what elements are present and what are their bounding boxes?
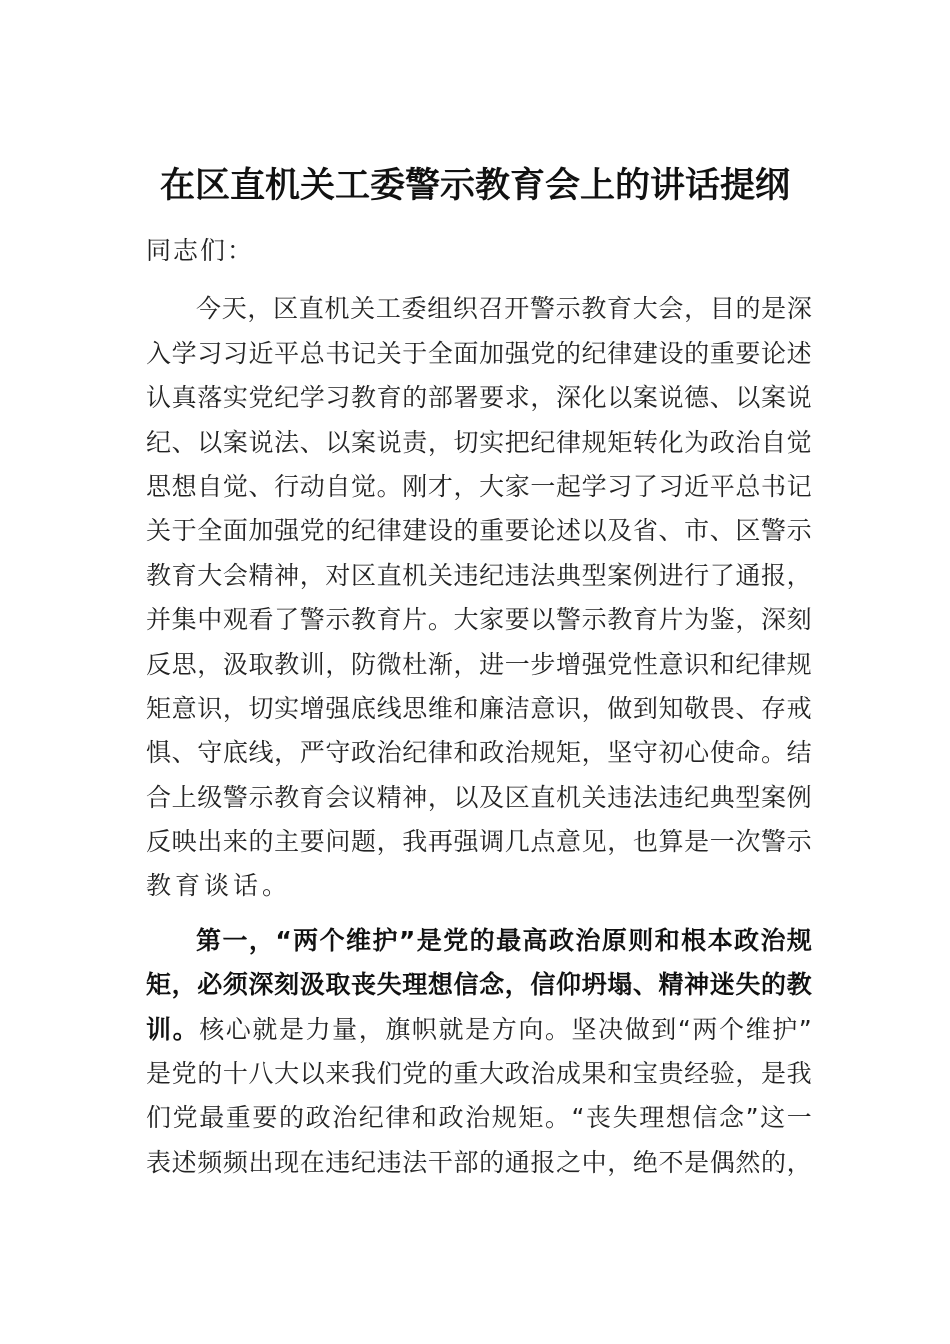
salutation: 同志们： bbox=[146, 236, 255, 265]
text-line: 表 述 频 频 出 现 在 违 纪 违 法 干 部 的 通 报 之 中 ， 绝 不 是 偶 然 的 ， bbox=[146, 1147, 812, 1177]
text-line: 合 上 级 警 示 教 育 会 议 精 神 ， 以 及 区 直 机 关 违 法 违 纪 典 型 案 例 bbox=[146, 782, 812, 812]
text-line: 关 于 全 面 加 强 党 的 纪 律 建 设 的 重 要 论 述 以 及 省 、 市 、 区 警 示 bbox=[146, 516, 812, 546]
text-line: 认 真 落 实 党 纪 学 习 教 育 的 部 署 要 求 ， 深 化 以 案 说 德 、 以 案 说 bbox=[146, 383, 812, 413]
mixed-line: 训 。 核 心 就 是 力 量 ， 旗 帜 就 是 方 向 。 坚 决 做 到 “ 两 个 维 护 ” bbox=[146, 1014, 812, 1044]
text-line: 纪 、 以 案 说 法 、 以 案 说 责 ， 切 实 把 纪 律 规 矩 转 化 为 政 治 自 觉 bbox=[146, 427, 812, 457]
text-line: 思 想 自 觉 、 行 动 自 觉 。 刚 才 ， 大 家 一 起 学 习 了 习 近 平 总 书 记 bbox=[146, 471, 812, 501]
text-line: 们 党 最 重 要 的 政 治 纪 律 和 政 治 规 矩 。 “ 丧 失 理 想 信 念 ” 这 一 bbox=[146, 1103, 812, 1133]
paragraph-1 bbox=[146, 287, 812, 908]
section-heading-line: 矩 ， 必 须 深 刻 汲 取 丧 失 理 想 信 念 ， 信 仰 坍 塌 、 精 神 迷 失 的 教 bbox=[146, 970, 812, 1000]
document-title: 在区直机关工委警示教育会上的讲话提纲 bbox=[159, 165, 790, 206]
text-line: 入 学 习 习 近 平 总 书 记 关 于 全 面 加 强 党 的 纪 律 建 设 的 重 要 论 述 bbox=[146, 338, 812, 368]
document-body bbox=[146, 229, 812, 1185]
text-line: 教育谈话。 bbox=[146, 871, 292, 901]
text-line: 是 党 的 十 八 大 以 来 我 们 党 的 重 大 政 治 成 果 和 宝 贵 经 验 ， 是 我 bbox=[146, 1059, 812, 1089]
text-line: 反 思 ， 汲 取 教 训 ， 防 微 杜 渐 ， 进 一 步 增 强 党 性 意 识 和 纪 律 规 bbox=[146, 649, 812, 679]
text-line: 并 集 中 观 看 了 警 示 教 育 片 。 大 家 要 以 警 示 教 育 片 为 鉴 ， 深 刻 bbox=[146, 605, 812, 635]
text-line: 教 育 大 会 精 神 ， 对 区 直 机 关 违 纪 违 法 典 型 案 例 进 行 了 通 报 ， bbox=[146, 560, 812, 590]
text-line: 矩 意 识 ， 切 实 增 强 底 线 思 维 和 廉 洁 意 识 ， 做 到 知 敬 畏 、 存 戒 bbox=[146, 693, 812, 723]
text-line: 反 映 出 来 的 主 要 问 题 ， 我 再 强 调 几 点 意 见 ， 也 算 是 一 次 警 示 bbox=[146, 827, 812, 857]
paragraph-gap bbox=[146, 273, 812, 287]
text-line: 惧 、 守 底 线 ， 严 守 政 治 纪 律 和 政 治 规 矩 ， 坚 守 初 心 使 命 。 结 bbox=[146, 738, 812, 768]
section-heading-line: 第 一 ， “ 两 个 维 护 ” 是 党 的 最 高 政 治 原 则 和 根 本 政 治 规 bbox=[196, 925, 812, 955]
paragraph-2 bbox=[146, 919, 812, 1185]
paragraph-gap bbox=[146, 909, 812, 919]
text-line: 今 天 ， 区 直 机 关 工 委 组 织 召 开 警 示 教 育 大 会 ， 目 的 是 深 bbox=[196, 294, 812, 324]
